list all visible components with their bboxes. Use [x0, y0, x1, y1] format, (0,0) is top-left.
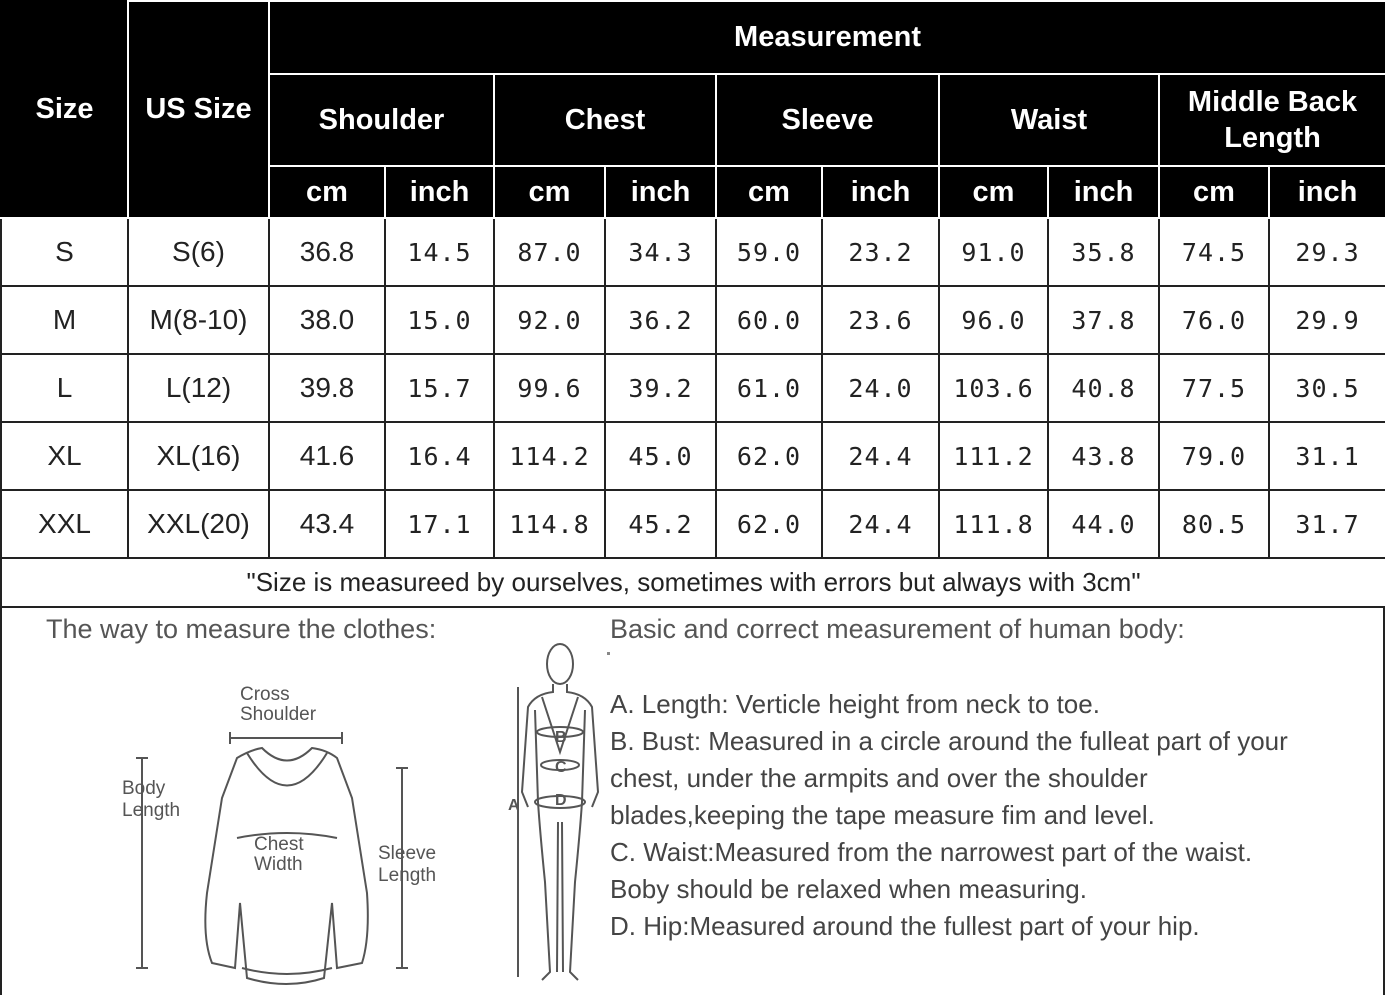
header-measurement: Measurement: [269, 1, 1385, 74]
label-b: B: [555, 729, 567, 746]
value-cell: 15.0: [385, 286, 494, 354]
us-size-cell: S(6): [128, 218, 269, 286]
garment-diagram: [112, 678, 462, 998]
size-cell: L: [1, 354, 128, 422]
sleeve-length-label: Length: [378, 865, 437, 886]
value-cell: 29.3: [1269, 218, 1385, 286]
size-cell: XXL: [1, 490, 128, 558]
body-length-label: Body: [122, 778, 166, 799]
sleeve-length-label: Sleeve: [378, 843, 437, 864]
value-cell: 14.5: [385, 218, 494, 286]
instruction-line: blades,keeping the tape measure fim and level.: [610, 800, 1155, 830]
value-cell: 114.8: [494, 490, 605, 558]
value-cell: 79.0: [1159, 422, 1269, 490]
measure-guide-panel: [0, 608, 1385, 995]
size-cell: XL: [1, 422, 128, 490]
body-measure-instructions: [610, 686, 1380, 945]
header-shoulder: Shoulder: [269, 74, 494, 166]
value-cell: 96.0: [939, 286, 1048, 354]
label-d: D: [555, 792, 567, 809]
value-cell: 87.0: [494, 218, 605, 286]
value-cell: 43.8: [1048, 422, 1159, 490]
value-cell: 45.0: [605, 422, 716, 490]
unit-header: cm: [269, 166, 385, 218]
value-cell: 23.6: [822, 286, 939, 354]
human-body-figure: [500, 632, 605, 987]
unit-header: cm: [716, 166, 822, 218]
value-cell: 76.0: [1159, 286, 1269, 354]
value-cell: 111.2: [939, 422, 1048, 490]
label-c: C: [555, 759, 567, 776]
header-sleeve: Sleeve: [716, 74, 939, 166]
value-cell: 23.2: [822, 218, 939, 286]
value-cell: 77.5: [1159, 354, 1269, 422]
table-row: [1, 218, 1385, 286]
size-cell: S: [1, 218, 128, 286]
value-cell: 37.8: [1048, 286, 1159, 354]
value-cell: 59.0: [716, 218, 822, 286]
value-cell: 31.1: [1269, 422, 1385, 490]
cross-shoulder-label: Shoulder: [240, 704, 317, 725]
value-cell: 30.5: [1269, 354, 1385, 422]
chest-width-label: Width: [254, 854, 303, 875]
value-cell: 16.4: [385, 422, 494, 490]
value-cell: 111.8: [939, 490, 1048, 558]
value-cell: 15.7: [385, 354, 494, 422]
instruction-line: B. Bust: Measured in a circle around the fulleat part of your: [610, 726, 1288, 756]
value-cell: 36.8: [269, 218, 385, 286]
value-cell: 44.0: [1048, 490, 1159, 558]
unit-header: inch: [385, 166, 494, 218]
value-cell: 61.0: [716, 354, 822, 422]
value-cell: 35.8: [1048, 218, 1159, 286]
value-cell: 80.5: [1159, 490, 1269, 558]
value-cell: 99.6: [494, 354, 605, 422]
us-size-cell: XL(16): [128, 422, 269, 490]
table-row: [1, 422, 1385, 490]
header-size: Size: [1, 1, 128, 218]
header-middle-back-length: Middle Back Length: [1159, 74, 1385, 166]
us-size-cell: L(12): [128, 354, 269, 422]
instruction-line: D. Hip:Measured around the fullest part of your hip.: [610, 911, 1200, 941]
header-chest: Chest: [494, 74, 716, 166]
value-cell: 36.2: [605, 286, 716, 354]
value-cell: 31.7: [1269, 490, 1385, 558]
unit-header: inch: [605, 166, 716, 218]
value-cell: 40.8: [1048, 354, 1159, 422]
instruction-line: C. Waist:Measured from the narrowest part of the waist.: [610, 837, 1253, 867]
value-cell: 29.9: [1269, 286, 1385, 354]
label-a: A: [508, 797, 520, 814]
dot-mark: [607, 652, 610, 655]
unit-header: cm: [939, 166, 1048, 218]
value-cell: 39.2: [605, 354, 716, 422]
value-cell: 24.0: [822, 354, 939, 422]
unit-header: cm: [1159, 166, 1269, 218]
instruction-line: Boby should be relaxed when measuring.: [610, 874, 1087, 904]
us-size-cell: XXL(20): [128, 490, 269, 558]
value-cell: 45.2: [605, 490, 716, 558]
value-cell: 62.0: [716, 422, 822, 490]
body-measure-title: Basic and correct measurement of human body:: [610, 614, 1185, 644]
value-cell: 24.4: [822, 490, 939, 558]
unit-header: inch: [1269, 166, 1385, 218]
table-row: [1, 354, 1385, 422]
instruction-line: A. Length: Verticle height from neck to toe.: [610, 689, 1100, 719]
unit-header: inch: [822, 166, 939, 218]
value-cell: 38.0: [269, 286, 385, 354]
size-cell: M: [1, 286, 128, 354]
header-us-size: US Size: [128, 1, 269, 218]
clothes-measure-title: The way to measure the clothes:: [46, 614, 437, 644]
table-row: [1, 286, 1385, 354]
value-cell: 60.0: [716, 286, 822, 354]
body-length-label: Length: [122, 800, 181, 821]
instruction-line: chest, under the armpits and over the shoulder: [610, 763, 1148, 793]
value-cell: 17.1: [385, 490, 494, 558]
header-waist: Waist: [939, 74, 1159, 166]
measurement-note: "Size is measureed by ourselves, sometimes with errors but always with 3cm": [1, 558, 1385, 607]
value-cell: 74.5: [1159, 218, 1269, 286]
unit-header: cm: [494, 166, 605, 218]
chest-width-label: Chest: [254, 834, 304, 855]
cross-shoulder-label: Cross: [240, 684, 290, 705]
unit-header: inch: [1048, 166, 1159, 218]
value-cell: 39.8: [269, 354, 385, 422]
value-cell: 24.4: [822, 422, 939, 490]
value-cell: 34.3: [605, 218, 716, 286]
value-cell: 62.0: [716, 490, 822, 558]
value-cell: 43.4: [269, 490, 385, 558]
us-size-cell: M(8-10): [128, 286, 269, 354]
value-cell: 91.0: [939, 218, 1048, 286]
value-cell: 41.6: [269, 422, 385, 490]
value-cell: 114.2: [494, 422, 605, 490]
value-cell: 103.6: [939, 354, 1048, 422]
table-row: [1, 490, 1385, 558]
value-cell: 92.0: [494, 286, 605, 354]
